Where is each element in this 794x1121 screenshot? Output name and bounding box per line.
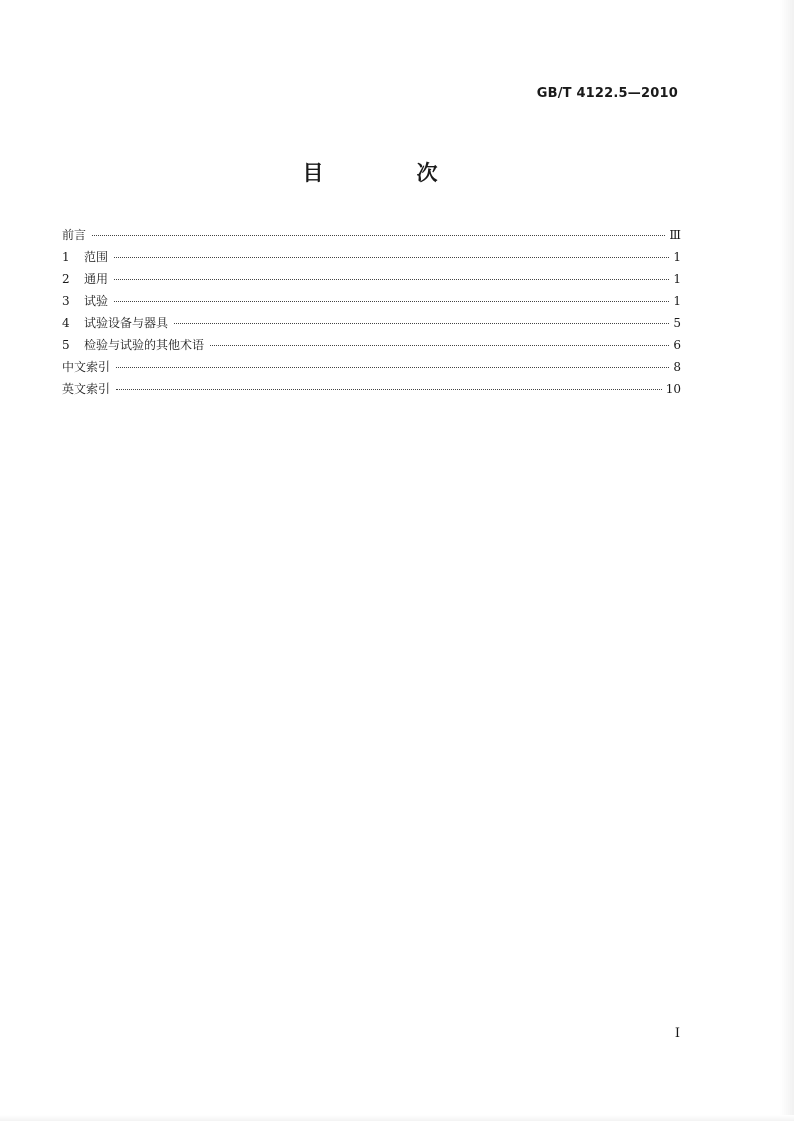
page-title: 目 次 [302, 161, 474, 185]
toc-leader-dots [116, 367, 669, 368]
toc-entry-test-equipment[interactable] [62, 312, 681, 334]
table-of-contents [62, 224, 681, 400]
toc-label: 试验设备与器具 [84, 316, 169, 330]
standard-number: GB/T 4122.5—2010 [536, 86, 678, 101]
toc-leader-dots [92, 235, 665, 236]
toc-page-number: 1 [673, 250, 681, 264]
toc-leader-dots [114, 279, 669, 280]
page-folio: I [674, 1026, 680, 1041]
toc-entry-scope[interactable] [62, 246, 681, 268]
toc-leader-dots [174, 323, 669, 324]
toc-entry-english-index[interactable] [62, 378, 681, 400]
toc-entry-foreword[interactable] [62, 224, 681, 246]
toc-label: 检验与试验的其他术语 [84, 338, 205, 352]
toc-entry-general[interactable] [62, 268, 681, 290]
toc-label: 英文索引 [62, 382, 111, 396]
toc-leader-dots [116, 389, 662, 390]
page-edge-shadow [780, 0, 794, 1121]
toc-label: 前言 [62, 228, 87, 242]
toc-label: 范围 [84, 250, 109, 264]
toc-entry-tests[interactable] [62, 290, 681, 312]
toc-entry-other-terms[interactable] [62, 334, 681, 356]
toc-page-number: 6 [673, 338, 681, 352]
toc-leader-dots [210, 345, 669, 346]
toc-label: 中文索引 [62, 360, 111, 374]
toc-page-number: 1 [673, 294, 681, 308]
toc-entry-chinese-index[interactable] [62, 356, 681, 378]
toc-label: 试验 [84, 294, 109, 308]
toc-page-number: 10 [665, 382, 681, 396]
toc-page-number: Ⅲ [669, 228, 681, 242]
toc-section-number: 5 [62, 338, 70, 352]
toc-section-number: 4 [62, 316, 70, 330]
toc-section-number: 1 [62, 250, 70, 264]
toc-page-number: 1 [673, 272, 681, 286]
page-bottom-shadow [0, 1115, 794, 1121]
toc-leader-dots [114, 301, 669, 302]
toc-section-number: 2 [62, 272, 70, 286]
toc-section-number: 3 [62, 294, 70, 308]
toc-label: 通用 [84, 272, 109, 286]
toc-leader-dots [114, 257, 669, 258]
toc-page-number: 8 [673, 360, 681, 374]
toc-page-number: 5 [673, 316, 681, 330]
